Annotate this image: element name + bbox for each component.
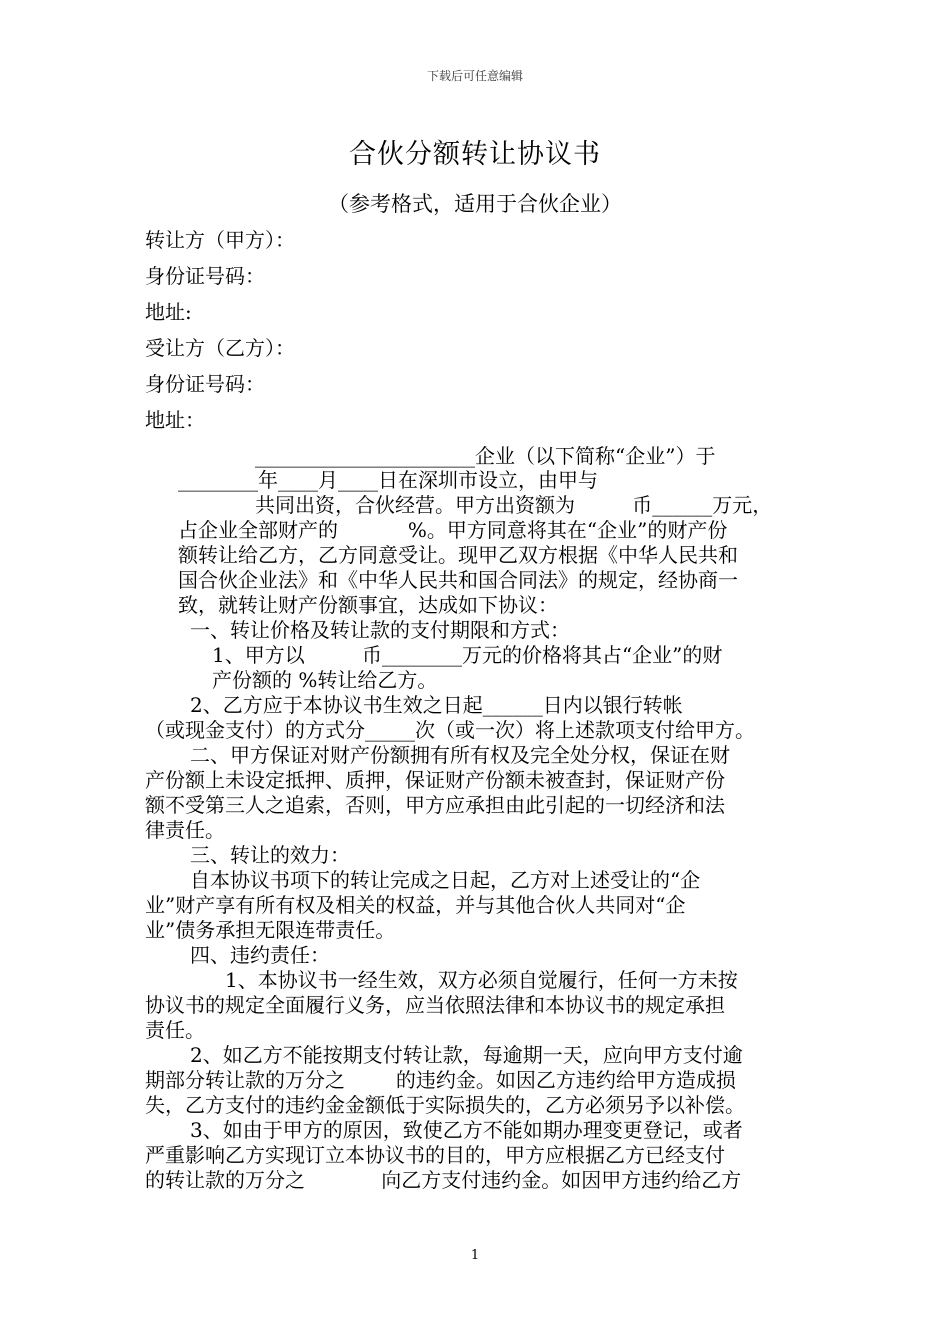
section-heading: 二、甲方保证对财产份额拥有所有权及完全处分权，保证在财 [190,743,730,767]
document-title: 合伙分额转让协议书 [349,139,601,170]
body-line: 自本协议书项下的转让完成之日起，乙方对上述受让的“企 [190,868,701,892]
party-transferee: 受让方（乙方）： [145,336,295,360]
page-header: 下载后可任意编辑 [426,69,523,83]
body-line: 失，乙方支付的违约金金额低于实际损失的，乙方必须另予以补偿。 [145,1093,745,1117]
document-subtitle: （参考格式，适用于合伙企业） [328,192,622,216]
body-line: 国合伙企业法》和《中华人民共和国合同法》的规定，经协商一 [178,568,738,592]
party-transferor-address: 地址: [145,300,192,324]
body-line: 业”债务承担无限连带责任。 [145,918,396,942]
section-heading: 三、转让的效力： [190,843,350,867]
body-line: 2、乙方应于本协议书生效之日起______日内以银行转帐 [190,693,683,717]
body-line: 责任。 [145,1018,205,1042]
body-line: 致，就转让财产份额事宜，达成如下协议： [178,593,558,617]
body-line: 产份额上未设定抵押、质押，保证财产份额未被查封，保证财产份 [145,768,725,792]
body-line: 1、甲方以 币________万元的价格将其占“企业”的财 [212,643,723,667]
body-line: 占企业全部财产的 %。甲方同意将其在“企业”的财产份 [178,518,728,542]
body-line: 的转让款的万分之 向乙方支付违约金。如因甲方违约给乙方 [145,1168,742,1192]
body-line: 产份额的 %转让给乙方。 [212,668,438,692]
party-transferor: 转让方（甲方）： [145,228,295,252]
body-line: 1、本协议书一经生效，双方必须自觉履行，任何一方未按 [225,968,738,992]
body-line: 期部分转让款的万分之 的违约金。如因乙方违约给甲方造成损 [145,1068,736,1092]
section-heading: 一、转让价格及转让款的支付期限和方式： [190,618,570,642]
body-line: 业”财产享有所有权及相关的权益，并与其他合伙人共同对“企 [145,893,686,917]
body-line: 3、如由于甲方的原因，致使乙方不能如期办理变更登记，或者 [190,1118,743,1142]
section-heading: 四、违约责任： [190,943,330,967]
party-transferor-id: 身份证号码： [145,264,265,288]
party-transferee-id: 身份证号码： [145,372,265,396]
body-line: 律责任。 [145,818,225,842]
body-line: ______________________企业（以下简称“企业”）于 [255,444,716,468]
body-line: 协议书的规定全面履行义务，应当依照法律和本协议书的规定承担 [145,993,725,1017]
body-line: 严重影响乙方实现订立本协议书的目的，甲方应根据乙方已经支付 [145,1143,725,1167]
body-line: 额转让给乙方，乙方同意受让。现甲乙双方根据《中华人民共和 [178,543,738,567]
body-line: 2、如乙方不能按期支付转让款，每逾期一天，应向甲方支付逾 [190,1043,743,1067]
body-line: ________年____月____日在深圳市设立，由甲与 [178,468,598,492]
party-transferee-address: 地址： [145,408,205,432]
page-number: 1 [470,1248,480,1263]
body-line: 额不受第三人之追索，否则，甲方应承担由此引起的一切经济和法 [145,793,725,817]
body-line: （或现金支付）的方式分_____次（或一次）将上述款项支付给甲方。 [145,718,755,742]
body-line: 共同出资，合伙经营。甲方出资额为 币______万元， [255,493,773,517]
